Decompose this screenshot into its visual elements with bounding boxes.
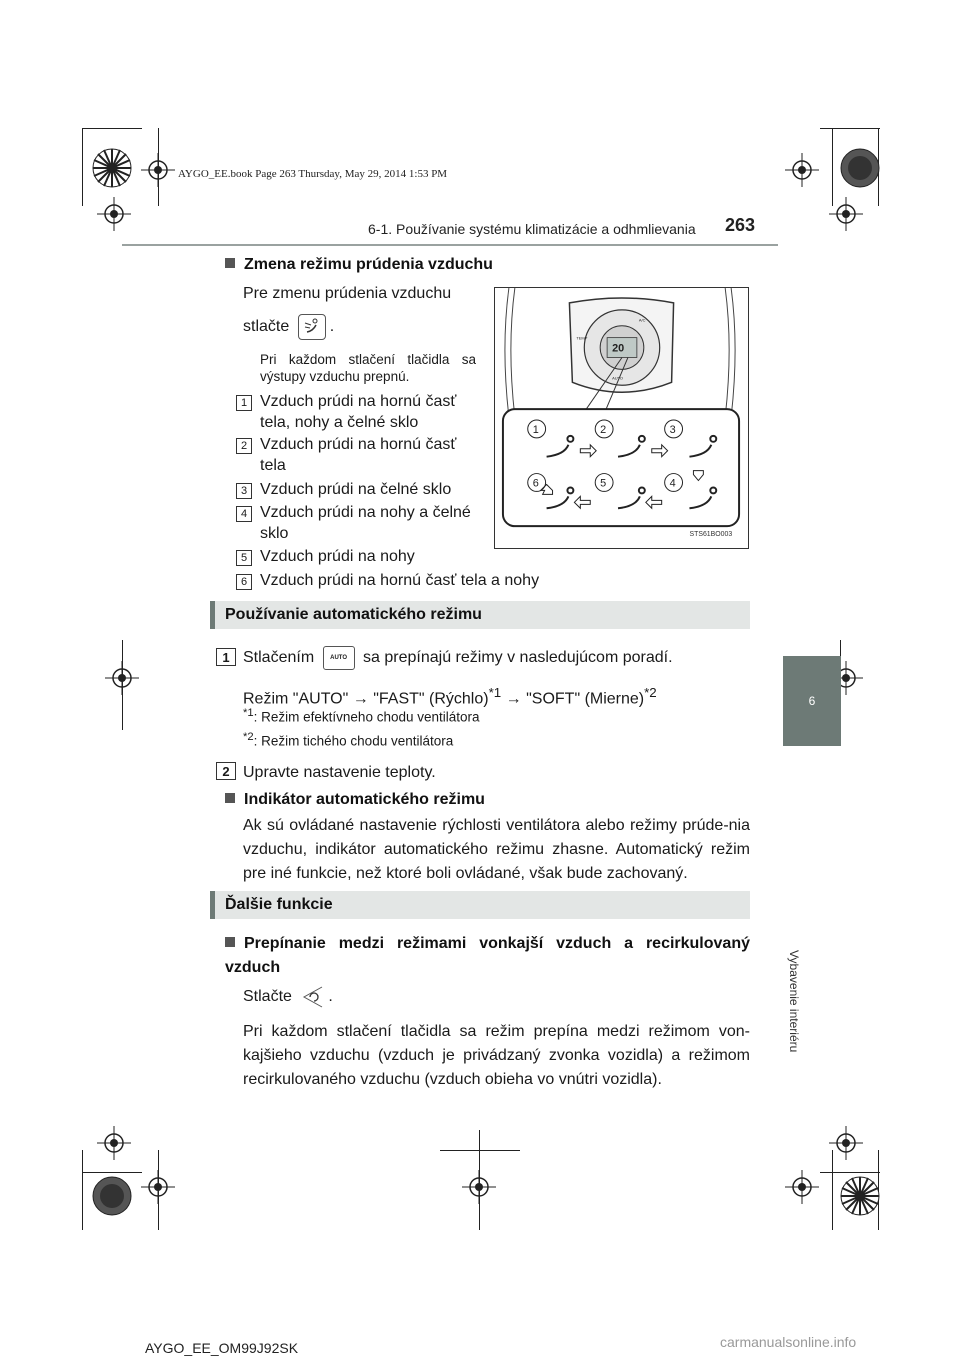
other-heading: Ďalšie funkcie (225, 896, 333, 913)
crosshair-icon (97, 1126, 131, 1160)
airflow-mode-item (236, 434, 486, 476)
airflow-intro-press: stlačte (243, 318, 290, 336)
square-bullet-icon (225, 793, 235, 803)
footnote-mark: *2 (243, 731, 254, 743)
figure-callout: 5 (600, 477, 607, 490)
figure-callout: 4 (669, 477, 676, 490)
seq-fast: "FAST" (Rýchlo) (373, 690, 489, 708)
airflow-mode-item (236, 546, 486, 567)
arrow-right-icon: → (505, 690, 522, 708)
item-text: Vzduch prúdi na hornú časť tela a nohy (260, 572, 540, 589)
other-section-header (210, 891, 750, 919)
arrow-right-icon: → (352, 690, 369, 708)
registration-star-icon (840, 1176, 880, 1216)
crosshair-icon (141, 153, 175, 187)
item-number: 3 (236, 483, 252, 499)
auto-mode-section-header (210, 601, 750, 629)
climate-panel-illustration (495, 288, 748, 548)
crosshair-icon (829, 197, 863, 231)
header-rule (122, 244, 778, 246)
indicator-heading (225, 791, 485, 809)
recirc-text: Pri každom stlačení tlačidla sa režim prepína medzi režimom von-kajšieho vzduchu (vzduch je privádzaný zvonka vozidla) a režimom recirkulovaného vzduchu (vzduch obieha vo vnútri vozidla). (243, 1023, 750, 1088)
item-text: Vzduch prúdi na čelné sklo (260, 481, 452, 498)
watermark: carmanualsonline.info (720, 1334, 857, 1350)
chapter-tab: 6 (783, 656, 841, 746)
chapter-label: Vybavenie interiéru (787, 950, 801, 1053)
square-bullet-icon (225, 258, 235, 268)
footnote-mark: *1 (243, 707, 254, 719)
recirc-heading-text: Prepínanie medzi režimami vonkajší vzduch a recirkulovaný vzduch (225, 935, 750, 976)
auto-step1-pre: Stlačením (243, 649, 315, 667)
figure-callout: 1 (532, 423, 539, 436)
square-bullet-icon (225, 937, 235, 947)
airflow-mode-item (236, 570, 736, 591)
crosshair-icon (785, 153, 819, 187)
panel-auto-label: AUTO (612, 375, 623, 381)
recirculation-button-icon (300, 985, 324, 1009)
footer-code: AYGO_EE_OM99J92SK (145, 1340, 299, 1356)
crosshair-icon (785, 1170, 819, 1204)
crosshair-icon (829, 1126, 863, 1160)
recirc-press-end: . (328, 988, 333, 1006)
indicator-heading-text: Indikátor automatického režimu (244, 791, 485, 808)
item-number: 4 (236, 506, 252, 522)
airflow-intro-line2 (243, 314, 334, 340)
page-number: 263 (725, 215, 756, 235)
airflow-heading (225, 256, 493, 274)
airflow-note: Pri každom stlačení tlačidla sa výstupy vzduchu prepnú. (260, 352, 476, 384)
step-number: 1 (216, 648, 236, 666)
auto-step1-post: sa prepínajú režimy v nasledujúcom poradí. (363, 649, 673, 667)
auto-mode-heading: Používanie automatického režimu (225, 606, 482, 623)
recirc-heading (225, 932, 750, 980)
seq-soft: "SOFT" (Mierne) (526, 690, 645, 708)
auto-button-icon: AUTO (323, 646, 355, 670)
auto-step1 (243, 646, 753, 670)
header-section-title: 6-1. Používanie systému klimatizácie a odhmlievania (368, 221, 696, 237)
figure-callout: 2 (600, 423, 607, 436)
item-number: 2 (236, 438, 252, 454)
airflow-mode-item (236, 479, 486, 500)
airflow-mode-button-icon (298, 314, 326, 340)
seq-auto: Režim "AUTO" (243, 690, 349, 708)
footnote-2 (243, 729, 753, 750)
panel-temp-label: TEMP (576, 335, 588, 341)
crosshair-icon (462, 1170, 496, 1204)
item-text: Vzduch prúdi na nohy a čelné sklo (260, 504, 471, 542)
airflow-heading-text: Zmena režimu prúdenia vzduchu (244, 256, 493, 273)
panel-display: 20 (612, 342, 625, 355)
indicator-text: Ak sú ovládané nastavenie rýchlosti ventilátora alebo režimy prúde-nia vzduchu, indikátor automatického režimu zhasne. Automatický režim pre iné funkcie, než ktoré boli ovládané, však bude zachovaný. (243, 817, 750, 882)
crosshair-icon (105, 661, 139, 695)
book-stamp: AYGO_EE.book Page 263 Thursday, May 29, 2014 1:53 PM (178, 168, 448, 180)
airflow-intro-line1: Pre zmenu prúdenia vzduchu (243, 285, 452, 302)
airflow-mode-item (236, 391, 486, 433)
seq-footnote-ref: *2 (644, 685, 657, 700)
recirc-press-pre: Stlačte (243, 988, 292, 1006)
crosshair-icon (97, 197, 131, 231)
step-number: 2 (216, 762, 236, 780)
item-number: 1 (236, 395, 252, 411)
item-text: Vzduch prúdi na hornú časť tela (260, 436, 457, 474)
panel-ac-label: A/C (638, 317, 646, 323)
figure-code: STS61BO003 (689, 531, 733, 539)
seq-footnote-ref: *1 (488, 685, 502, 700)
footnote-1 (243, 705, 753, 726)
crosshair-icon (141, 1170, 175, 1204)
item-text: Vzduch prúdi na hornú časť tela, nohy a čelné sklo (260, 393, 457, 431)
airflow-intro-end: . (329, 318, 335, 336)
recirc-press (243, 985, 333, 1009)
item-number: 6 (236, 574, 252, 590)
airflow-mode-item (236, 502, 486, 544)
footnote-text: : Režim tichého chodu ventilátora (253, 733, 454, 749)
airflow-figure (494, 287, 749, 549)
figure-callout: 6 (532, 477, 539, 490)
registration-star-icon (840, 148, 880, 188)
item-number: 5 (236, 550, 252, 566)
auto-step2: Upravte nastavenie teploty. (243, 764, 436, 781)
item-text: Vzduch prúdi na nohy (260, 548, 415, 565)
registration-star-icon (92, 1176, 132, 1216)
figure-callout: 3 (669, 423, 676, 436)
registration-star-icon (92, 148, 132, 188)
footnote-text: : Režim efektívneho chodu ventilátora (253, 709, 480, 725)
